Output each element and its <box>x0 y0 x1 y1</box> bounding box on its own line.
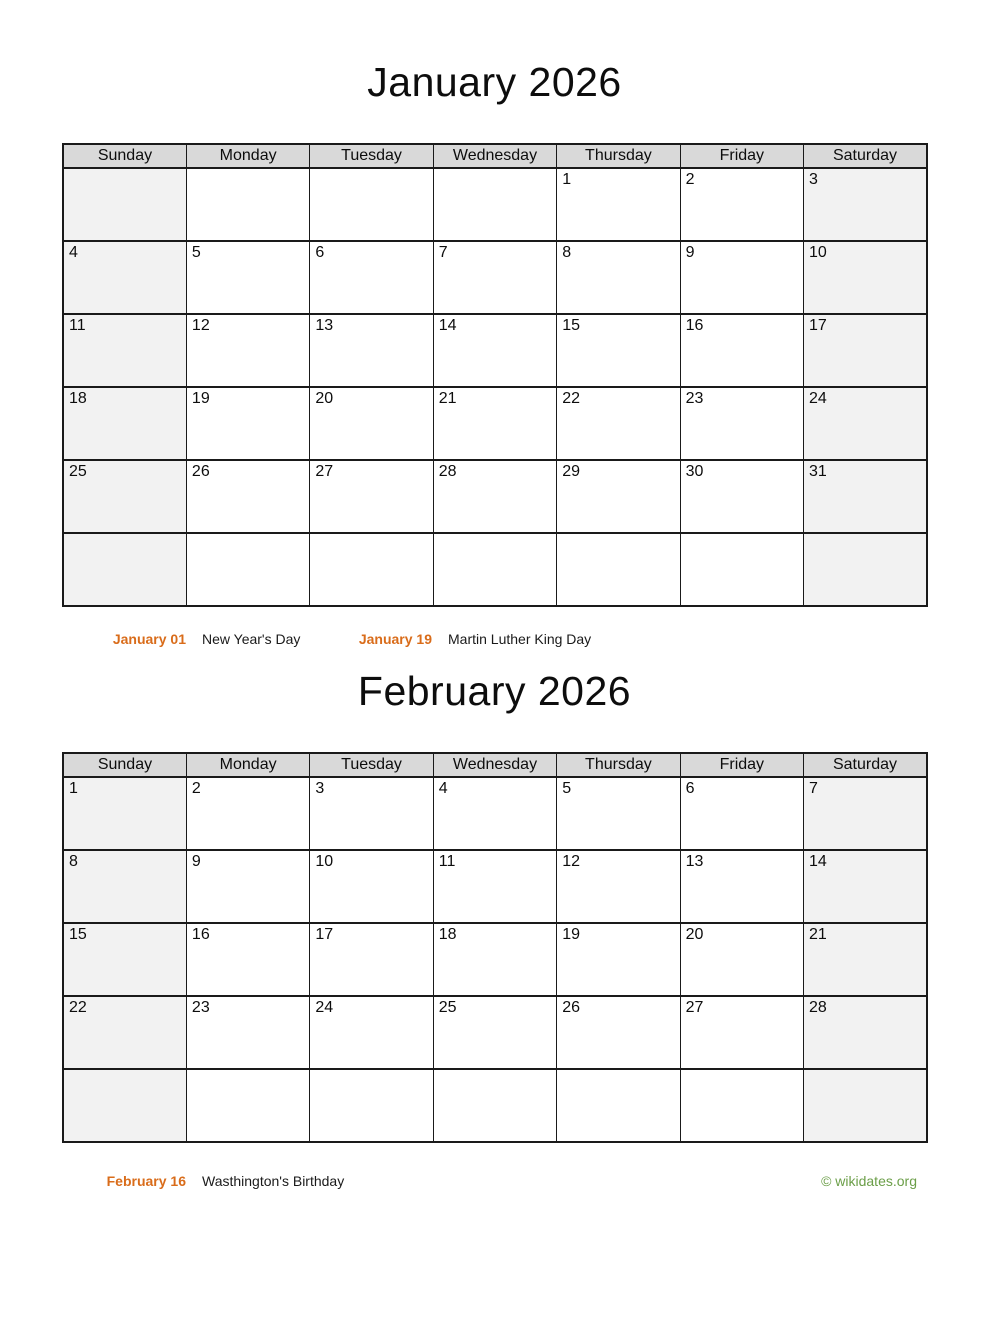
day-cell: 21 <box>433 387 556 460</box>
day-cell: 29 <box>557 460 680 533</box>
day-cell: 14 <box>804 850 927 923</box>
day-cell: 24 <box>310 996 433 1069</box>
day-cell <box>63 1069 186 1142</box>
day-cell: 23 <box>186 996 309 1069</box>
week-row <box>63 923 927 996</box>
day-cell: 7 <box>433 241 556 314</box>
day-cell: 3 <box>804 168 927 241</box>
day-cell: 10 <box>310 850 433 923</box>
holiday-date: February 16 <box>106 1173 186 1189</box>
holiday-entry <box>302 629 591 649</box>
day-cell: 8 <box>63 850 186 923</box>
week-row <box>63 241 927 314</box>
day-cell: 16 <box>680 314 803 387</box>
day-cell: 7 <box>804 777 927 850</box>
day-cell: 6 <box>680 777 803 850</box>
day-cell: 13 <box>680 850 803 923</box>
day-cell: 30 <box>680 460 803 533</box>
february-holidays <box>56 1171 989 1191</box>
holiday-name: New Year's Day <box>202 631 301 647</box>
day-cell <box>63 168 186 241</box>
day-cell: 12 <box>186 314 309 387</box>
day-header-sunday: Sunday <box>63 144 186 168</box>
day-header-wednesday: Wednesday <box>433 144 556 168</box>
day-cell: 26 <box>186 460 309 533</box>
day-cell: 1 <box>557 168 680 241</box>
month-january <box>0 58 989 649</box>
day-cell <box>680 1069 803 1142</box>
day-cell: 24 <box>804 387 927 460</box>
day-cell: 5 <box>186 241 309 314</box>
day-cell: 1 <box>63 777 186 850</box>
week-row <box>63 850 927 923</box>
week-row <box>63 1069 927 1142</box>
day-cell: 19 <box>186 387 309 460</box>
day-cell: 28 <box>433 460 556 533</box>
day-cell: 17 <box>804 314 927 387</box>
day-cell <box>557 1069 680 1142</box>
day-cell: 31 <box>804 460 927 533</box>
day-cell: 12 <box>557 850 680 923</box>
day-header-thursday: Thursday <box>557 144 680 168</box>
day-cell: 19 <box>557 923 680 996</box>
day-cell: 3 <box>310 777 433 850</box>
day-cell: 26 <box>557 996 680 1069</box>
day-cell: 25 <box>63 460 186 533</box>
january-holidays <box>56 629 989 649</box>
day-cell: 5 <box>557 777 680 850</box>
day-cell: 2 <box>186 777 309 850</box>
holiday-name: Martin Luther King Day <box>448 631 592 647</box>
holiday-entry <box>56 629 302 649</box>
day-cell: 8 <box>557 241 680 314</box>
day-cell: 21 <box>804 923 927 996</box>
day-cell <box>804 533 927 606</box>
month-title-february: February 2026 <box>357 668 632 714</box>
week-row <box>63 168 927 241</box>
day-header-monday: Monday <box>186 753 309 777</box>
day-cell <box>63 533 186 606</box>
month-title-january: January 2026 <box>367 59 622 105</box>
day-header-saturday: Saturday <box>804 144 927 168</box>
week-row <box>63 314 927 387</box>
day-cell <box>310 1069 433 1142</box>
day-cell <box>433 533 556 606</box>
day-cell <box>186 1069 309 1142</box>
day-cell <box>433 1069 556 1142</box>
day-header-row <box>63 753 927 777</box>
day-cell: 25 <box>433 996 556 1069</box>
day-cell <box>186 533 309 606</box>
day-header-tuesday: Tuesday <box>310 753 433 777</box>
holiday-date: January 19 <box>358 631 432 647</box>
day-header-sunday: Sunday <box>63 753 186 777</box>
day-cell: 27 <box>680 996 803 1069</box>
day-cell <box>680 533 803 606</box>
day-cell <box>310 168 433 241</box>
day-cell <box>557 533 680 606</box>
day-cell: 18 <box>63 387 186 460</box>
day-cell <box>804 1069 927 1142</box>
day-cell: 27 <box>310 460 433 533</box>
day-cell: 20 <box>310 387 433 460</box>
day-cell: 14 <box>433 314 556 387</box>
day-cell: 10 <box>804 241 927 314</box>
day-cell: 22 <box>63 996 186 1069</box>
calendar-page <box>0 58 989 1191</box>
january-calendar-table <box>62 143 928 607</box>
week-row <box>63 533 927 606</box>
day-cell: 9 <box>680 241 803 314</box>
day-cell: 9 <box>186 850 309 923</box>
day-cell <box>186 168 309 241</box>
day-cell: 2 <box>680 168 803 241</box>
day-cell: 17 <box>310 923 433 996</box>
day-cell <box>310 533 433 606</box>
copyright-wikidates: © wikidates.org <box>821 1173 917 1189</box>
day-header-row <box>63 144 927 168</box>
day-cell: 11 <box>63 314 186 387</box>
day-cell: 15 <box>63 923 186 996</box>
day-cell: 6 <box>310 241 433 314</box>
day-cell: 4 <box>433 777 556 850</box>
week-row <box>63 460 927 533</box>
day-cell: 18 <box>433 923 556 996</box>
february-calendar-table <box>62 752 928 1143</box>
day-header-friday: Friday <box>680 144 803 168</box>
day-cell: 20 <box>680 923 803 996</box>
day-cell: 22 <box>557 387 680 460</box>
day-header-friday: Friday <box>680 753 803 777</box>
day-header-wednesday: Wednesday <box>433 753 556 777</box>
day-cell: 13 <box>310 314 433 387</box>
day-cell <box>433 168 556 241</box>
day-cell: 4 <box>63 241 186 314</box>
holiday-date: January 01 <box>112 631 186 647</box>
day-header-thursday: Thursday <box>557 753 680 777</box>
day-cell: 23 <box>680 387 803 460</box>
holiday-name: Wasthington's Birthday <box>202 1173 345 1189</box>
holiday-entry <box>56 1171 344 1191</box>
day-cell: 15 <box>557 314 680 387</box>
week-row <box>63 387 927 460</box>
day-cell: 11 <box>433 850 556 923</box>
week-row <box>63 777 927 850</box>
day-header-monday: Monday <box>186 144 309 168</box>
week-row <box>63 996 927 1069</box>
month-february <box>0 667 989 1191</box>
day-cell: 16 <box>186 923 309 996</box>
day-header-saturday: Saturday <box>804 753 927 777</box>
day-cell: 28 <box>804 996 927 1069</box>
day-header-tuesday: Tuesday <box>310 144 433 168</box>
